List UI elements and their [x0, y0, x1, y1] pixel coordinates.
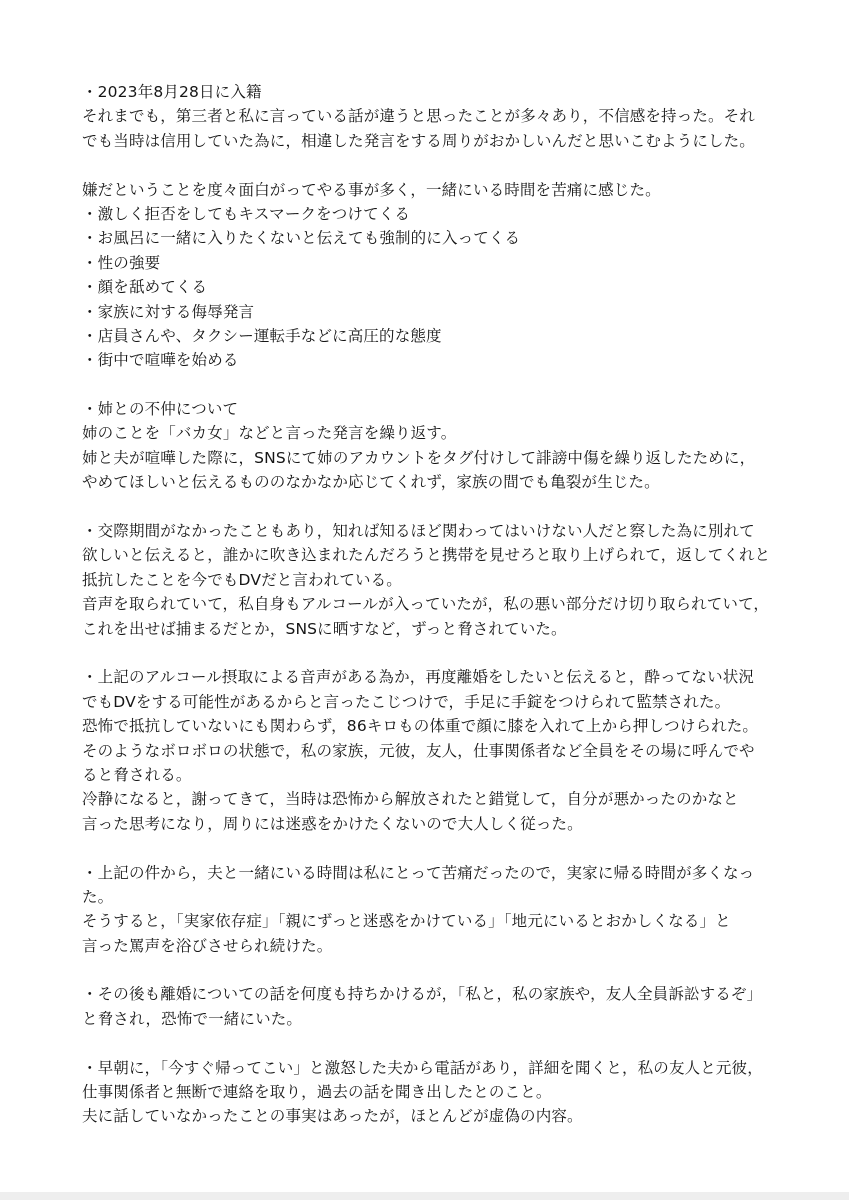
text-line: 姉のことを「バカ女」などと言った発言を繰り返す。: [82, 424, 457, 443]
paragraph-confinement: [82, 665, 809, 836]
text-line: 音声を取られていて，私自身もアルコールが入っていたが，私の悪い部分だけ切り取られていて，: [82, 595, 770, 614]
text-line: 嫌だということを度々面白がってやる事が多く，一緒にいる時間を苦痛に感じた。: [82, 180, 661, 199]
text-line: 姉と夫が喧嘩した際に，SNSにて姉のアカウントをタグ付けして誹謗中傷を繰り返したために，: [82, 448, 756, 467]
paragraph-parents-home: [82, 861, 809, 959]
text-line: ・上記の件から，夫と一緒にいる時間は私にとって苦痛だったので，実家に帰る時間が多くなっ: [82, 863, 755, 882]
paragraph-marriage: [82, 80, 809, 153]
list-item: ・顔を舐めてくる: [82, 278, 208, 297]
paragraph-lawsuit-threat: [82, 982, 809, 1031]
text-line: これを出せば捕まるだとか，SNSに晒すなど，ずっと脅されていた。: [82, 619, 567, 638]
text-line: 仕事関係者と無断で連絡を取り，過去の話を聞き出したとのこと。: [82, 1083, 552, 1102]
text-line: それまでも，第三者と私に言っている話が違うと思ったことが多々あり，不信感を持った。それ: [82, 107, 755, 126]
paragraph-breakup-request: [82, 519, 809, 641]
page-bottom-edge: [0, 1192, 849, 1200]
paragraph-spacer: [82, 958, 809, 982]
text-line: た。: [82, 887, 114, 906]
text-line: ・その後も離婚についての話を何度も持ちかけるが，「私と，私の家族や，友人全員訴訟するぞ」: [82, 985, 763, 1004]
paragraph-sister-conflict: [82, 397, 809, 495]
text-line: 冷静になると，謝ってきて，当時は恐怖から解放されたと錯覚して，自分が悪かったのかなと: [82, 790, 739, 809]
paragraph-spacer: [82, 373, 809, 397]
paragraph-spacer: [82, 153, 809, 177]
text-line: でもDVをする可能性があるからと言ったこじつけで，手足に手錠をつけられて監禁された。: [82, 692, 731, 711]
text-line: 恐怖で抵抗していないにも関わらず，86キロもの体重で顔に膝を入れて上から押しつけられた。: [82, 717, 759, 736]
list-item: ・お風呂に一緒に入りたくないと伝えても強制的に入ってくる: [82, 229, 521, 248]
text-line: やめてほしいと伝えるもののなかなか応じてくれず，家族の間でも亀裂が生じた。: [82, 473, 660, 492]
text-line: ・交際期間がなかったこともあり，知れば知るほど関わってはいけない人だと察した為に別れて: [82, 522, 755, 541]
paragraph-spacer: [82, 641, 809, 665]
list-item: ・店員さんや、タクシー運転手などに高圧的な態度: [82, 326, 442, 345]
text-line: と脅され，恐怖で一緒にいた。: [82, 1009, 303, 1028]
text-line: そのようなボロボロの状態で，私の家族，元彼，友人，仕事関係者など全員をその場に呼んでや: [82, 741, 755, 760]
list-item: ・性の強要: [82, 253, 161, 272]
text-line: 言った罵声を浴びさせられ続けた。: [82, 936, 333, 955]
paragraph-spacer: [82, 836, 809, 860]
text-line: 抵抗したことを今でもDVだと言われている。: [82, 570, 402, 589]
text-line: ・姉との不仲について: [82, 400, 239, 419]
paragraph-spacer: [82, 1031, 809, 1055]
text-line: ・上記のアルコール摂取による音声がある為か，再度離婚をしたいと伝えると，酔ってない状況: [82, 668, 755, 687]
text-line: 夫に話していなかったことの事実はあったが，ほとんどが虚偽の内容。: [82, 1107, 583, 1126]
paragraph-behaviors-list: [82, 178, 809, 373]
paragraph-spacer: [82, 495, 809, 519]
list-item: ・激しく拒否をしてもキスマークをつけてくる: [82, 204, 411, 223]
text-line: 欲しいと伝えると，誰かに吹き込まれたんだろうと携帯を見せろと取り上げられて，返してくれと: [82, 546, 771, 565]
text-line: でも当時は信用していた為に，相違した発言をする周りがおかしいんだと思いこむようにした。: [82, 131, 755, 150]
paragraph-early-morning-call: [82, 1056, 809, 1129]
text-line: 言った思考になり，周りには迷惑をかけたくないので大人しく従った。: [82, 814, 583, 833]
text-line: ・早朝に，「今すぐ帰ってこい」と激怒した夫から電話があり，詳細を聞くと，私の友人と元彼，: [82, 1058, 763, 1077]
list-item: ・街中で喧嘩を始める: [82, 351, 239, 370]
text-line: ると脅される。: [82, 765, 192, 784]
text-line: ・2023年8月28日に入籍: [82, 83, 262, 101]
text-line: そうすると，「実家依存症」「親にずっと迷惑をかけている」「地元にいるとおかしくなる」と: [82, 912, 731, 931]
list-item: ・家族に対する侮辱発言: [82, 302, 255, 321]
